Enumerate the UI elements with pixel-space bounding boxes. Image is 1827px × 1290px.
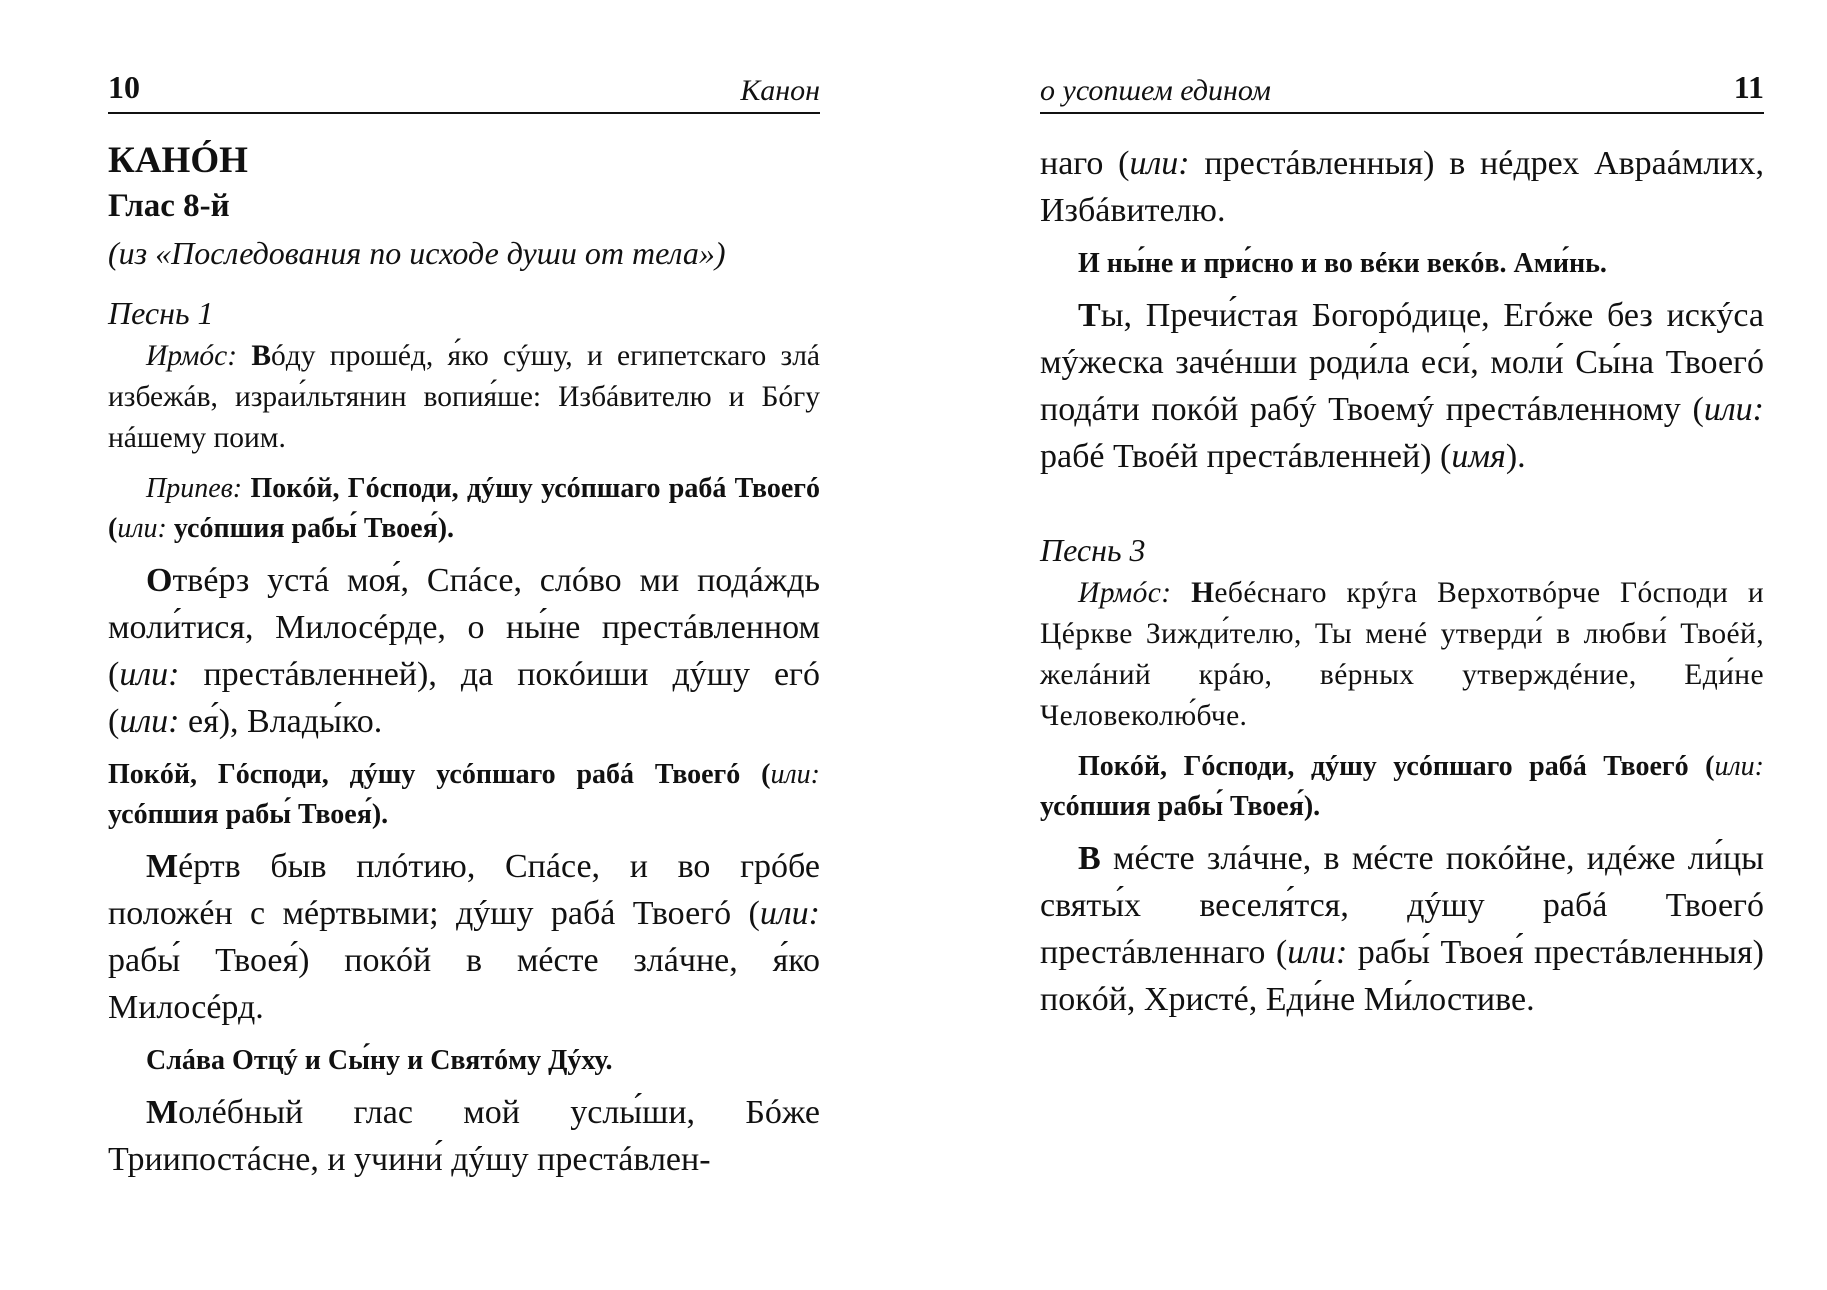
refrain-text: Покóй, Гóсподи, дýшу усóпшаго рабá Твоегó (: [108, 472, 820, 544]
drop-letter: В: [251, 339, 272, 372]
theotokion-text: ).: [1505, 438, 1526, 475]
or-note: или:: [1714, 750, 1764, 782]
drop-letter: Т: [1078, 297, 1101, 334]
source-note: (из «Последования по исходе души от тела»): [108, 234, 726, 271]
troparion: [1040, 835, 1764, 1023]
or-note: или:: [119, 702, 180, 740]
page-number-right: 11: [1733, 69, 1764, 105]
section-gap: [1040, 480, 1764, 514]
or-note: или:: [1287, 933, 1348, 971]
continuation-text: [1040, 140, 1764, 234]
troparion: [108, 1089, 820, 1183]
running-title-right: о усопшем едином: [1040, 74, 1271, 107]
running-header-right: [1040, 66, 1764, 114]
theotokion-text: ы, Пречи́стая Богорóдице, Егóже без искýса мýжеска зачéнши роди́ла еси́, моли́ Сы́на Твоегó подáти покóй рабý Твоемý престáвленному (: [1040, 297, 1764, 428]
running-header-left: [108, 66, 820, 114]
refrain-label: Припев:: [146, 472, 243, 504]
song-1-heading: Песнь 1: [108, 294, 214, 331]
irmos-text: óду прошéд, я́ко сýшу, и египетскаго злá избежáв, израи́льтянин вопия́ше: Избáвителю и Бóгу нáшему поим.: [108, 339, 821, 454]
troparion: [108, 843, 820, 1031]
page-number-left: 10: [108, 69, 140, 105]
name-note: имя: [1451, 438, 1506, 475]
drop-letter: В: [1078, 839, 1101, 877]
right-page-body: [1040, 140, 1764, 1023]
or-note: или:: [117, 512, 167, 544]
irmos-label: Ирмóс:: [146, 339, 238, 372]
refrain-text: Покóй, Гóсподи, дýшу усóпшаго рабá Твоегó (: [1078, 750, 1715, 782]
irmos-label: Ирмóс:: [1078, 576, 1172, 609]
troparion-text: рабы́ Твоея́) покóй в мéсте злáчне, я́ко Милосéрд.: [108, 941, 820, 1026]
refrain: [1040, 747, 1764, 827]
or-note: или:: [1703, 391, 1764, 428]
left-page-body: [108, 140, 820, 1183]
troparion-text: наго (: [1040, 145, 1130, 182]
troparion-text: мéсте злáчне, в мéсте покóйне, идéже ли́цы святы́х веселя́тся, дýшу рабá Твоегó престáвленнаго (: [1040, 839, 1764, 971]
left-page: [108, 0, 820, 1290]
refrain-text: усóпшия рабы́ Твоея́).: [1040, 790, 1321, 822]
refrain-with-label: [108, 469, 820, 549]
irmos-song-1: [108, 336, 820, 459]
refrain: [108, 755, 820, 835]
running-title-left: Канон: [740, 74, 820, 107]
troparion-text: престáвленней), да покóиши дýшу егó (: [108, 655, 820, 740]
canon-title: КАНÓН: [108, 140, 248, 181]
troparion-text: ея́), Влады́ко.: [179, 702, 383, 740]
drop-letter: М: [146, 847, 179, 885]
or-note: или:: [770, 758, 820, 790]
refrain-text: усóпшия рабы́ Твоея́).: [166, 512, 455, 544]
right-page: [1040, 0, 1764, 1290]
troparion-text: твéрз устá моя́, Спáсе, слóво ми подáждь моли́тися, Милосéрде, о ны́не престáвленном (: [108, 561, 820, 693]
troparion-text: éртв быв плóтию, Спáсе, и во грóбе положéн с мéртвыми; дýшу рабá Твоегó (: [108, 847, 820, 932]
troparion-text: престáвленныя) в нéдрех Авраáмлих, Избáвителю.: [1040, 145, 1764, 229]
and-now-verse: И ны́не и при́сно и во вéки векóв. Ами́нь.: [1078, 248, 1607, 279]
drop-letter: Н: [1191, 576, 1215, 609]
troparion-text: олéбный глас мой услы́ши, Бóже Триипостáсне, и учини́ дýшу престáвлен-: [108, 1093, 820, 1178]
drop-letter: О: [146, 561, 173, 599]
irmos-song-3: [1040, 573, 1764, 737]
or-note: или:: [119, 655, 180, 693]
irmos-text: ебéснаго крýга Верхотвóрче Гóсподи и Цéркве Зижди́телю, Ты менé утверди́ в любви́ Твоéй, желáний крáю, вéрных утверждéние, Еди́не Человеколю́бче.: [1040, 576, 1764, 732]
refrain-text: Покóй, Гóсподи, дýшу усóпшаго рабá Твоегó (: [108, 758, 771, 790]
theotokion-text: рабé Твоéй престáвленней) (: [1040, 438, 1452, 475]
drop-letter: М: [146, 1093, 179, 1131]
or-note: или:: [759, 894, 820, 932]
glory-verse: Слáва Отцý и Сы́ну и Святóму Дýху.: [146, 1044, 613, 1076]
troparion: [108, 557, 820, 745]
or-note: или:: [1129, 145, 1190, 182]
troparion-text: рабы́ Твоея́ престáвленныя) покóй, Христé, Еди́не Ми́лостиве.: [1040, 933, 1764, 1018]
song-3-heading: Песнь 3: [1040, 532, 1146, 568]
refrain-text: усóпшия рабы́ Твоея́).: [108, 798, 389, 830]
theotokion: [1040, 292, 1764, 480]
tone-heading: Глас 8-й: [108, 187, 230, 224]
